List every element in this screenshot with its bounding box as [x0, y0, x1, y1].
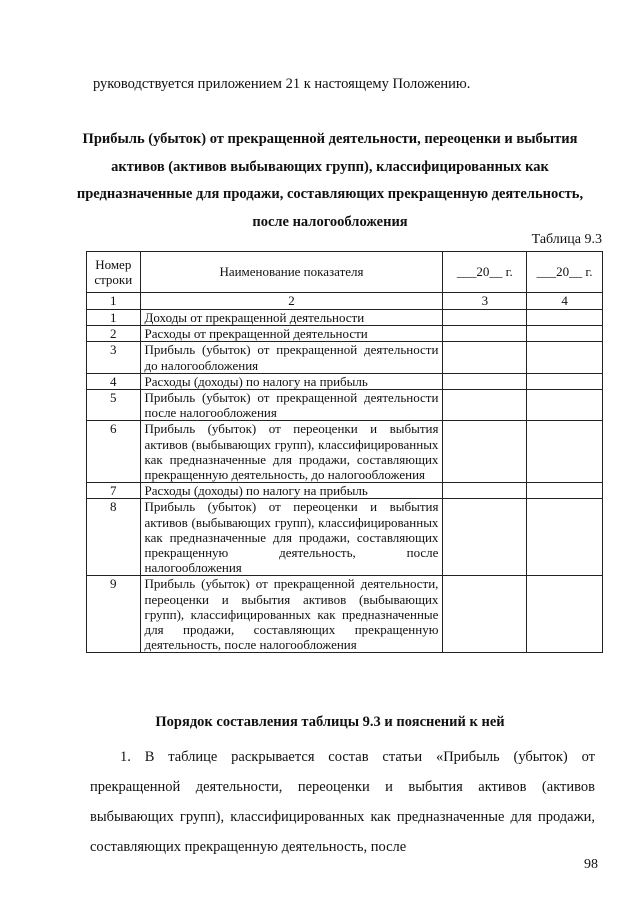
- row-value-1: [443, 310, 527, 326]
- row-number: 7: [87, 483, 141, 499]
- column-number: 1: [87, 293, 141, 310]
- table-row: [87, 576, 603, 653]
- table-label: Таблица 9.3: [531, 232, 602, 247]
- row-value-2: [527, 342, 603, 373]
- row-name: Расходы (доходы) по налогу на прибыль: [140, 483, 443, 499]
- row-name: Доходы от прекращенной деятельности: [140, 310, 443, 326]
- row-number: 2: [87, 326, 141, 342]
- row-name: Расходы (доходы) по налогу на прибыль: [140, 373, 443, 389]
- table-row: [87, 390, 603, 421]
- row-value-2: [527, 483, 603, 499]
- column-number: 2: [140, 293, 443, 310]
- header-year-1: ___20__ г.: [443, 252, 527, 293]
- header-indicator-name: Наименование показателя: [140, 252, 443, 293]
- column-number: 4: [527, 293, 603, 310]
- row-value-2: [527, 390, 603, 421]
- header-year-2: ___20__ г.: [527, 252, 603, 293]
- row-value-1: [443, 576, 527, 653]
- table-row: [87, 310, 603, 326]
- row-value-1: [443, 499, 527, 576]
- row-value-2: [527, 421, 603, 483]
- row-name: Прибыль (убыток) от переоценки и выбытия активов (выбывающих групп), классифицированных как предназначенные для продажи, составляющих прекращенную деятельность, после налогообложения: [140, 499, 443, 576]
- row-number: 4: [87, 373, 141, 389]
- row-number: 3: [87, 342, 141, 373]
- row-name: Расходы от прекращенной деятельности: [140, 326, 443, 342]
- row-name: Прибыль (убыток) от прекращенной деятельности, переоценки и выбытия активов (выбывающих групп), классифицированных как предназначенные для продажи, составляющих прекращенную деятельность, после налогообложения: [140, 576, 443, 653]
- row-value-1: [443, 421, 527, 483]
- row-number: 9: [87, 576, 141, 653]
- row-number: 8: [87, 499, 141, 576]
- row-value-2: [527, 576, 603, 653]
- row-number: 5: [87, 390, 141, 421]
- row-value-2: [527, 373, 603, 389]
- table-row: [87, 483, 603, 499]
- row-value-1: [443, 483, 527, 499]
- row-name: Прибыль (убыток) от прекращенной деятельности после налогообложения: [140, 390, 443, 421]
- row-value-2: [527, 499, 603, 576]
- column-number-row: [87, 293, 603, 310]
- row-value-1: [443, 326, 527, 342]
- row-name: Прибыль (убыток) от прекращенной деятельности до налогообложения: [140, 342, 443, 373]
- header-row-number: Номер строки: [87, 252, 141, 293]
- table-row: [87, 421, 603, 483]
- table-header-row: [87, 252, 603, 293]
- row-number: 6: [87, 421, 141, 483]
- table-row: [87, 342, 603, 373]
- row-value-1: [443, 373, 527, 389]
- data-table: [86, 251, 603, 653]
- row-value-2: [527, 326, 603, 342]
- table-row: [87, 373, 603, 389]
- table-row: [87, 326, 603, 342]
- page-number: 98: [584, 857, 598, 872]
- row-value-2: [527, 310, 603, 326]
- table-title: Прибыль (убыток) от прекращенной деятельности, переоценки и выбытия активов (активов выбывающих групп), классифицированных как предназначенные для продажи, составляющих прекращенную деятельность, после налогообложения: [76, 131, 584, 230]
- row-number: 1: [87, 310, 141, 326]
- intro-text: руководствуется приложением 21 к настоящему Положению.: [93, 76, 471, 92]
- table-row: [87, 499, 603, 576]
- column-number: 3: [443, 293, 527, 310]
- row-value-1: [443, 342, 527, 373]
- row-value-1: [443, 390, 527, 421]
- body-paragraph: 1. В таблице раскрывается состав статьи «Прибыль (убыток) от прекращенной деятельности, переоценки и выбытия активов (активов выбывающих групп), классифицированных как предназначенные для продажи, составляющих прекращенную деятельность, после: [90, 749, 595, 855]
- section-title: Порядок составления таблицы 9.3 и пояснений к ней: [155, 714, 505, 730]
- row-name: Прибыль (убыток) от переоценки и выбытия активов (выбывающих групп), классифицированных как предназначенные для продажи, составляющих прекращенную деятельность, до налогообложения: [140, 421, 443, 483]
